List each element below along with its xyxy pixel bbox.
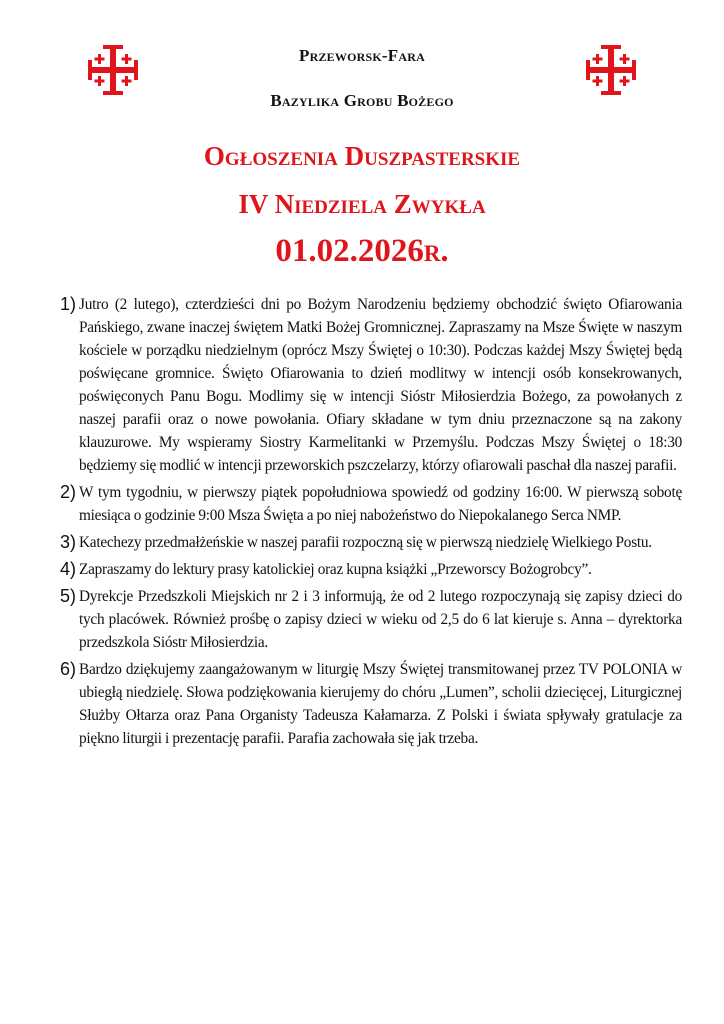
item-number: 3) [60,532,77,552]
item-text: Dyrekcje Przedszkoli Miejskich nr 2 i 3 informują, że od 2 lutego rozpoczynają się zapisy dzieci do tych placówek. Również prośbę o zapisy dzieci w wieku od 2,5 do 6 lat kieruje s. Anna – dyrektorka przedszkola Sióstr Miłosierdzia. [79,588,682,651]
announcement-item [60,531,682,554]
item-text: Jutro (2 lutego), czterdzieści dni po Bożym Narodzeniu będziemy obchodzić święto Ofiarowania Pańskiego, zwane inaczej świętem Matki Bożej Gromnicznej. Zapraszamy na Msze Święte w naszym kościele w porządku niedzielnym (oprócz Mszy Świętej o 10:30). Podczas każdej Mszy Świętej będą poświęcane gromnice. Święto Ofiarowania to dzień modlitwy w intencji osób konsekrowanych, poświęconych Panu Bogu. Modlimy się w intencji Sióstr Miłosierdzia Bożego, za powołanych z naszej parafii oraz o nowe powołania. Ofiary składane w tym dniu przeznaczone są na zakony klauzurowe. My wspieramy Siostry Karmelitanki w Przemyślu. Podczas Mszy Świętej o 18:30 będziemy się modlić w intencji przeworskich pszczelarzy, którzy ofiarowali paschał dla naszej parafii. [79,296,682,474]
item-number: 4) [60,559,77,579]
announcement-item [60,585,682,654]
announcement-date: 01.02.2026r. [275,233,449,269]
announcement-item [60,658,682,750]
item-number: 2) [60,482,77,502]
item-text: Bardzo dziękujemy zaangażowanym w liturgię Mszy Świętej transmitowanej przez TV POLONIA w ubiegłą niedzielę. Słowa podziękowania kierujemy do chóru „Lumen”, scholii dziecięcej, Liturgicznej Służby Ołtarza oraz Pana Organisty Tadeusza Kałamarza. Z Polski i świata spływały gratulacje za piękno liturgii i prezentację parafii. Parafia zachowała się jak trzeba. [79,661,682,747]
document-title: Ogłoszenia Duszpasterskie [203,141,521,171]
item-text: Zapraszamy do lektury prasy katolickiej oraz kupna książki „Przeworscy Bożogrobcy”. [79,561,592,578]
liturgical-sunday: IV Niedziela Zwykła [238,189,486,219]
item-text: Katechezy przedmałżeńskie w naszej parafii rozpoczną się w pierwszą niedzielę Wielkiego Postu. [79,534,652,551]
church-name: Bazylika Grobu Bożego [270,91,454,110]
parish-name: Przeworsk-Fara [299,46,425,65]
announcement-item [60,293,682,477]
item-number: 1) [60,294,77,314]
announcements-list [60,293,682,754]
announcement-item [60,481,682,527]
item-text: W tym tygodniu, w pierwszy piątek popołudniowa spowiedź od godziny 16:00. W pierwszą sobotę miesiąca o godzinie 9:00 Msza Święta a po niej nabożeństwo do Niepokalanego Serca NMP. [79,484,682,524]
item-number: 6) [60,659,77,679]
announcement-item [60,558,682,581]
item-number: 5) [60,586,77,606]
